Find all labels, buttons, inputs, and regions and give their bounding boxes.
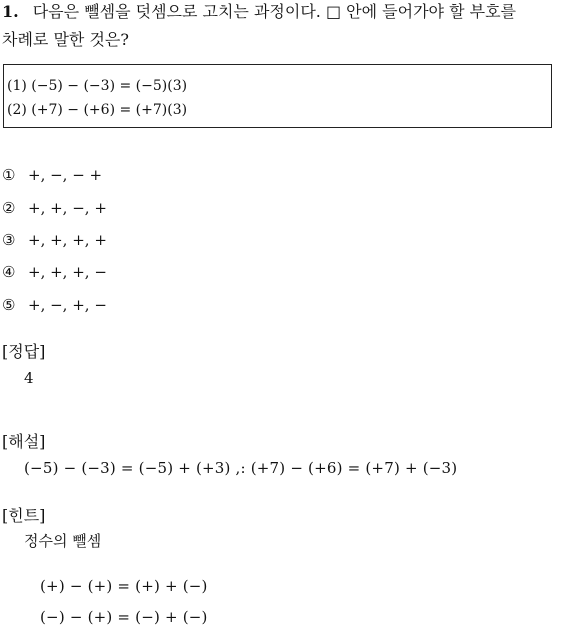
hint-label: [힌트] <box>2 506 46 525</box>
explanation-label: [해설] <box>2 432 46 451</box>
choice-3-text: +, +, +, + <box>28 231 107 249</box>
choice-1-mark: ① <box>2 166 16 184</box>
answer-value: 4 <box>24 369 34 387</box>
choice-1[interactable] <box>2 165 102 185</box>
choice-1-text: +, −, − + <box>28 166 103 184</box>
choice-5-text: +, −, +, − <box>28 296 107 314</box>
choice-5[interactable] <box>2 295 107 315</box>
question-line-2: 차례로 말한 것은? <box>2 30 129 49</box>
choice-4-text: +, +, +, − <box>28 263 107 281</box>
choice-3[interactable] <box>2 230 107 250</box>
answer-label: [정답] <box>2 342 46 361</box>
hint-rule-1: (+) − (+) = (+) + (−) <box>40 577 208 595</box>
choice-2-text: +, +, −, + <box>28 199 107 217</box>
problem-line-2: (2) (+7) − (+6) = (+7)(3) <box>7 102 188 118</box>
hint-rule-2: (−) − (+) = (−) + (−) <box>40 608 208 626</box>
hint-title: 정수의 뺄셈 <box>24 532 102 550</box>
question-number: 1. <box>2 2 19 21</box>
problem-line-1: (1) (−5) − (−3) = (−5)(3) <box>7 78 188 94</box>
explanation-text: (−5) − (−3) = (−5) + (+3) ,: (+7) − (+6) = (+7) + (−3) <box>24 459 458 477</box>
choice-4-mark: ④ <box>2 263 16 281</box>
choice-3-mark: ③ <box>2 231 16 249</box>
question-line-1 <box>2 2 516 22</box>
choice-4[interactable] <box>2 262 107 282</box>
choice-2-mark: ② <box>2 199 16 217</box>
choice-2[interactable] <box>2 198 107 218</box>
question-text-line-1: 다음은 뺄셈을 덧셈으로 고치는 과정이다. □ 안에 들어가야 할 부호를 <box>32 2 516 21</box>
choice-5-mark: ⑤ <box>2 296 16 314</box>
